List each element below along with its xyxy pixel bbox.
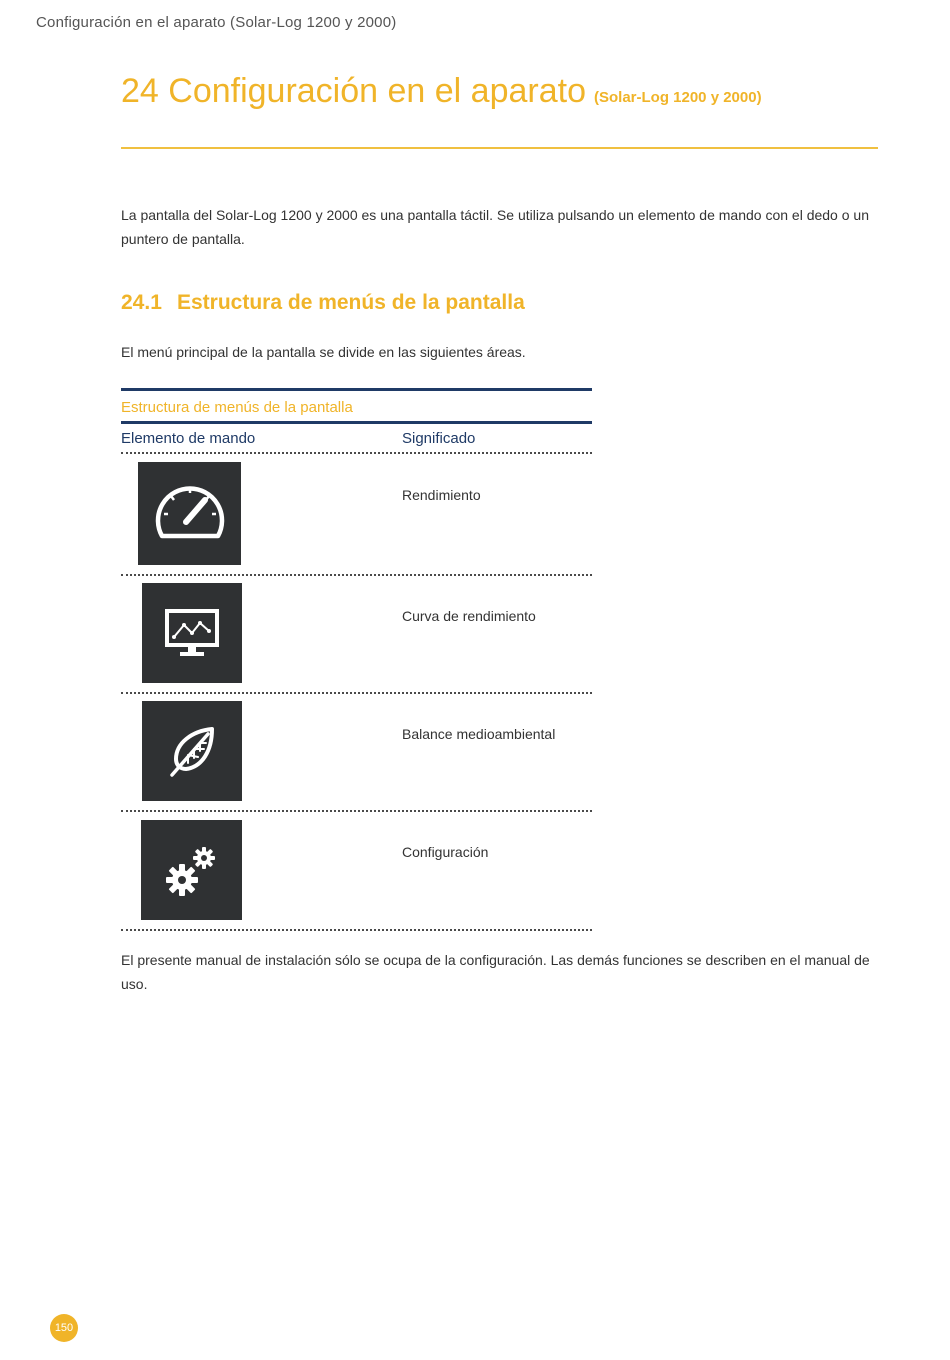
table-row [121,576,592,692]
table-header-row [121,424,592,452]
row-meaning: Balance medioambiental [402,726,556,742]
leaf-icon [142,701,242,801]
row-meaning: Rendimiento [402,487,481,503]
section-number: 24.1 [121,291,162,314]
table-row [121,454,592,574]
section-title: Estructura de menús de la pantalla [177,291,525,314]
section-intro: El menú principal de la pantalla se divide en las siguientes áreas. [121,344,526,360]
table-row [121,694,592,810]
intro-paragraph: La pantalla del Solar-Log 1200 y 2000 es una pantalla táctil. Se utiliza pulsando un elemento de mando con el dedo o un puntero de pantalla. [121,207,869,247]
column-header-control: Elemento de mando [121,429,256,447]
chapter-title-subtitle: (Solar-Log 1200 y 2000) [594,89,762,106]
table-caption: Estructura de menús de la pantalla [121,399,353,416]
chapter-title-main: 24 Configuración en el aparato [121,72,586,110]
chapter-title [121,72,881,111]
outro-paragraph: El presente manual de instalación sólo se ocupa de la configuración. Las demás funciones se describen en el manual de uso. [121,952,870,992]
title-rule [121,147,878,149]
section-heading [121,291,525,315]
gears-icon [141,820,242,920]
row-divider [121,929,592,931]
row-meaning: Curva de rendimiento [402,608,536,624]
menu-structure-table [121,388,592,931]
row-meaning: Configuración [402,844,489,860]
page-number-badge: 150 [50,1314,78,1342]
running-header: Configuración en el aparato (Solar-Log 1200 y 2000) [36,14,397,31]
table-row [121,812,592,929]
column-header-meaning: Significado [402,429,476,447]
monitor-chart-icon [142,583,242,683]
gauge-icon [138,462,241,565]
